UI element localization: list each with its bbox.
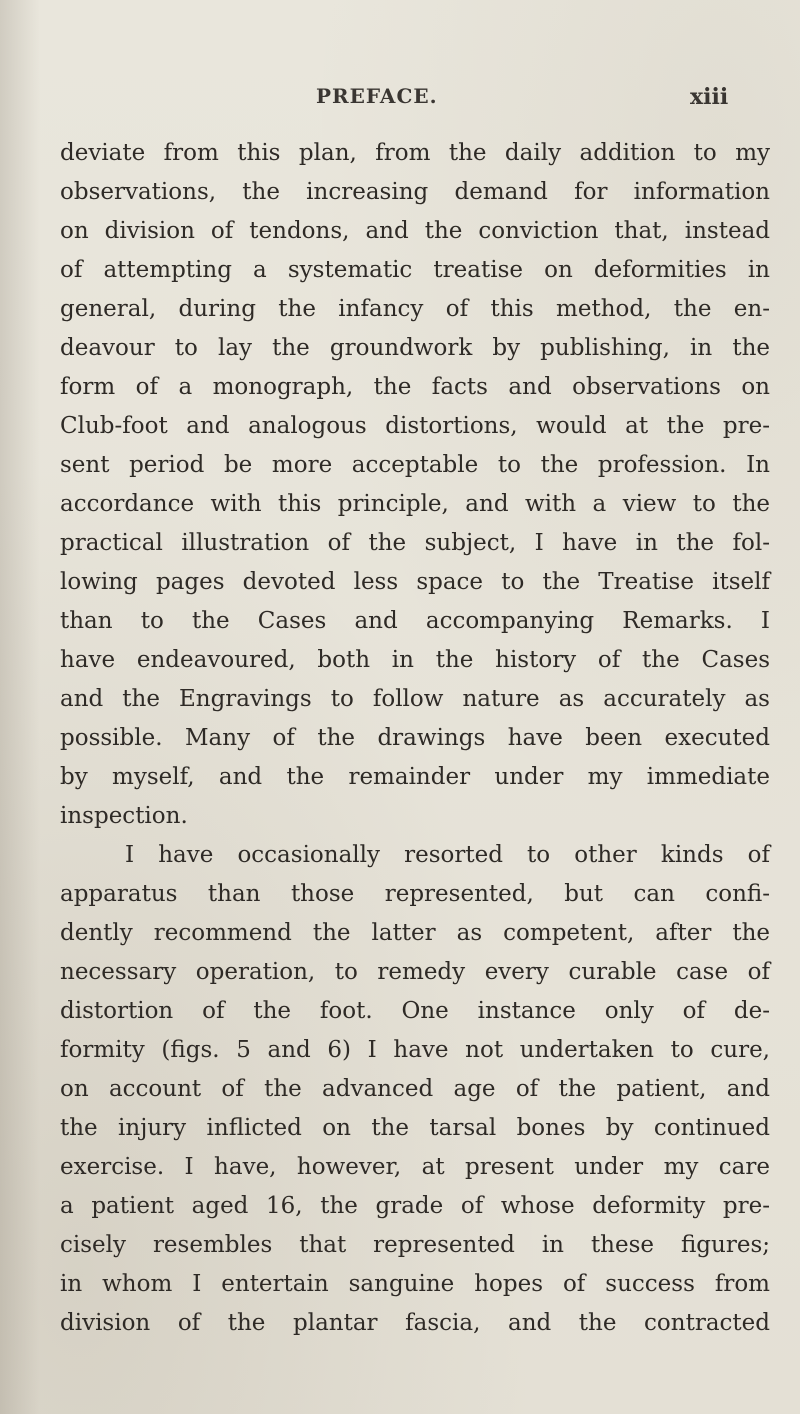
text-line: on account of the advanced age of the patient, and xyxy=(60,1076,770,1102)
text-line: by myself, and the remainder under my immediate xyxy=(60,764,770,790)
running-title: PREFACE. xyxy=(316,84,438,108)
text-line: deavour to lay the groundwork by publishing, in the xyxy=(60,335,770,361)
paragraph-end-line: inspection. xyxy=(60,803,188,829)
text-line: necessary operation, to remedy every curable case of xyxy=(60,959,770,985)
text-line: distortion of the foot. One instance only of de- xyxy=(60,998,770,1024)
text-line: Club-foot and analogous distortions, would at the pre- xyxy=(60,413,770,439)
text-line: cisely resembles that represented in these figures; xyxy=(60,1232,770,1258)
text-line: sent period be more acceptable to the profession. In xyxy=(60,452,770,478)
text-line: of attempting a systematic treatise on deformities in xyxy=(60,257,770,283)
text-line: accordance with this principle, and with a view to the xyxy=(60,491,770,517)
text-line: division of the plantar fascia, and the contracted xyxy=(60,1310,770,1336)
text-line: apparatus than those represented, but can confi- xyxy=(60,881,770,907)
text-line: practical illustration of the subject, I have in the fol- xyxy=(60,530,770,556)
text-line: dently recommend the latter as competent, after the xyxy=(60,920,770,946)
page-edge-shadow xyxy=(0,0,40,1414)
text-line: formity (figs. 5 and 6) I have not undertaken to cure, xyxy=(60,1037,770,1063)
text-line: and the Engravings to follow nature as accurately as xyxy=(60,686,770,712)
page-number: xiii xyxy=(690,84,729,110)
text-line: the injury inflicted on the tarsal bones by continued xyxy=(60,1115,770,1141)
running-head xyxy=(0,84,800,116)
text-line: form of a monograph, the facts and observations on xyxy=(60,374,770,400)
text-line: lowing pages devoted less space to the Treatise itself xyxy=(60,569,770,595)
text-line: observations, the increasing demand for information xyxy=(60,179,770,205)
paragraph-start-line: I have occasionally resorted to other kinds of xyxy=(125,842,770,868)
text-line: than to the Cases and accompanying Remarks. I xyxy=(60,608,770,634)
text-line: general, during the infancy of this method, the en- xyxy=(60,296,770,322)
text-line: a patient aged 16, the grade of whose deformity pre- xyxy=(60,1193,770,1219)
text-line: exercise. I have, however, at present under my care xyxy=(60,1154,770,1180)
body-text xyxy=(60,134,770,1343)
text-line: on division of tendons, and the conviction that, instead xyxy=(60,218,770,244)
text-line: have endeavoured, both in the history of the Cases xyxy=(60,647,770,673)
text-line: deviate from this plan, from the daily addition to my xyxy=(60,140,770,166)
text-line: in whom I entertain sanguine hopes of success from xyxy=(60,1271,770,1297)
text-line: possible. Many of the drawings have been executed xyxy=(60,725,770,751)
